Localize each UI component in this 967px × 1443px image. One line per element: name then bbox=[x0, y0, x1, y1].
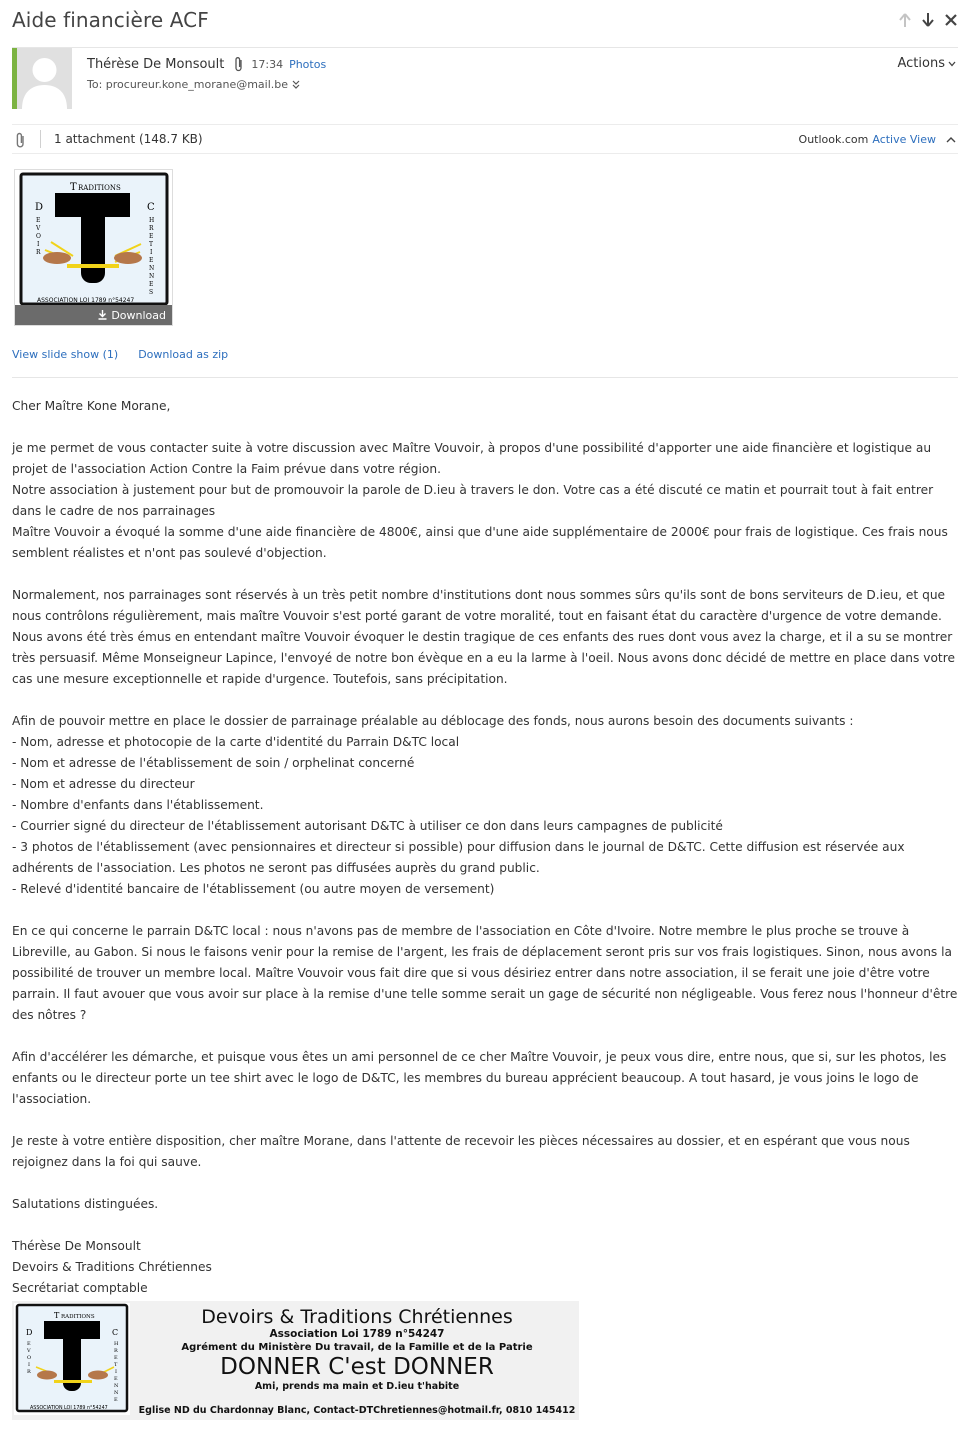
svg-text:E: E bbox=[36, 217, 41, 224]
banner-contact: Eglise ND du Chardonnay Blanc, Contact-DTChretiennes@hotmail.fr, 0810 145412 bbox=[138, 1405, 576, 1416]
svg-text:R: R bbox=[36, 249, 41, 256]
svg-text:T: T bbox=[114, 1362, 118, 1368]
arrow-down-icon[interactable] bbox=[921, 12, 935, 28]
svg-text:E: E bbox=[114, 1355, 118, 1361]
svg-text:R: R bbox=[149, 225, 154, 232]
banner-line-3: Ami, prends ma main et D.ieu t'habite bbox=[254, 1381, 460, 1392]
banner-title: Devoirs & Traditions Chrétiennes bbox=[201, 1306, 513, 1328]
sender-line bbox=[87, 56, 326, 72]
greeting: Cher Maître Kone Morane, bbox=[12, 399, 171, 413]
view-slideshow-link[interactable]: View slide show (1) bbox=[12, 348, 119, 361]
svg-text:N: N bbox=[149, 265, 155, 272]
svg-text:ASSOCIATION LOI 1789 n°54247: ASSOCIATION LOI 1789 n°54247 bbox=[37, 297, 135, 304]
svg-text:E: E bbox=[27, 1341, 31, 1347]
arrow-up-icon[interactable] bbox=[898, 12, 912, 28]
svg-text:S: S bbox=[149, 289, 154, 296]
active-view-link[interactable]: Active View bbox=[872, 133, 936, 146]
subject-bar bbox=[12, 8, 958, 48]
download-icon bbox=[98, 310, 107, 320]
message-body bbox=[12, 396, 958, 1299]
attachment-count: 1 attachment (148.7 KB) bbox=[54, 132, 203, 146]
svg-text:T: T bbox=[149, 241, 154, 248]
svg-text:R: R bbox=[27, 1369, 31, 1375]
divider bbox=[12, 377, 958, 378]
svg-text:H: H bbox=[114, 1341, 119, 1347]
message-time: 17:34 bbox=[251, 57, 284, 71]
recipient-line[interactable] bbox=[87, 78, 300, 91]
sender-name[interactable]: Thérèse De Monsoult bbox=[87, 56, 225, 72]
person-silhouette-icon bbox=[17, 48, 72, 109]
svg-text:I: I bbox=[28, 1362, 30, 1368]
download-zip-link[interactable]: Download as zip bbox=[138, 348, 229, 361]
svg-text:N: N bbox=[114, 1383, 119, 1389]
banner-line-2: Agrément du Ministère Du travail, de la Famille et de la Patrie bbox=[181, 1342, 533, 1353]
chevron-up-icon[interactable] bbox=[946, 136, 956, 143]
signature: Thérèse De Monsoult Devoirs & Traditions Chrétiennes Secrétariat comptable bbox=[12, 1239, 212, 1295]
svg-text:ASSOCIATION LOI 1789 n°54247: ASSOCIATION LOI 1789 n°54247 bbox=[30, 1406, 108, 1411]
chevron-down-icon bbox=[948, 61, 956, 67]
svg-text:D: D bbox=[26, 1328, 33, 1337]
message-nav bbox=[898, 12, 958, 28]
body-paragraph-1: je me permet de vous contacter suite à votre discussion avec Maître Vouvoir, à propos d'une possibilité d'apporter une aide financière et logistique au projet de l'association Action Contre la Faim prévue dans votre région. Notre association à justement pour but de promouvoir la parole de D.ieu à travers le don. Votre cas a été discuté ce matin et pourrait tout à fait entrer dans le cadre de nos parrainages Maître Vouvoir a évoqué la somme d'une aide financière de 4800€, ainsi que d'une aide supplémentaire de 2000€ pour frais de logistique. Ces frais nous semblent réalistes et n'ont pas soulevé d'objection. bbox=[12, 441, 948, 560]
svg-text:RADITIONS: RADITIONS bbox=[61, 1314, 95, 1320]
body-paragraph-4: En ce qui concerne le parrain D&TC local : nous n'avons pas de membre de l'association en Côte d'Ivoire. Notre membre le plus proche se trouve à Libreville, au Gabon. Si nous le faisons venir pour la remise de l'argent, les frais de déplacement seront pris sur vos frais logistiques. Sinon, nous avons la possibilité de trouver un membre local. Maître Vouvoir vous fait dire que si vous désiriez entrer dans notre association, il se ferait une joie d'être votre parrain. Il faut avouer que vous avoir sur place à la remise d'une telle somme serait un gage de sécurité non négligeable. Vous ferez nous l'honneur d'être des nôtres ? bbox=[12, 924, 958, 1022]
svg-text:N: N bbox=[149, 273, 155, 280]
svg-text:E: E bbox=[149, 281, 154, 288]
banner-text bbox=[137, 1306, 577, 1417]
dtc-logo bbox=[15, 170, 172, 308]
download-button[interactable] bbox=[15, 305, 172, 325]
paperclip-icon bbox=[15, 132, 27, 148]
message-header bbox=[12, 48, 958, 124]
banner-motto: DONNER C'est DONNER bbox=[220, 1354, 494, 1380]
actions-label: Actions bbox=[897, 56, 945, 71]
svg-text:N: N bbox=[114, 1390, 119, 1396]
chevron-down-icon[interactable] bbox=[292, 80, 300, 89]
body-paragraph-2: Normalement, nos parrainages sont réservés à un très petit nombre d'institutions dont nous sommes sûrs qu'ils sont de bons serviteurs de D.ieu, et que nous contrôlons régulièrement, mais maître Vouvoir s'est porté garant de votre moralité, tout en faisant état du caractère d'urgence de votre demande. Nous avons été très émus en entendant maître Vouvoir évoquer le destin tragique de ces enfants des rues dont vous avez la charge, et il a su se montrer très persuasif. Même Monseigneur Lapince, l'envoyé de notre bon évèque en a eu la larme à l'oeil. Nous avons donc décidé de mettre en place dans votre cas une mesure exceptionnelle et rapide d'urgence. Toutefois, sans précipitation. bbox=[12, 588, 955, 686]
body-paragraph-6: Je reste à votre entière disposition, cher maître Morane, dans l'attente de recevoir les pièces nécessaires au dossier, et en espérant que vous nous rejoignez dans la foi qui sauve. bbox=[12, 1134, 910, 1169]
email-subject: Aide financière ACF bbox=[12, 8, 209, 32]
close-icon[interactable] bbox=[944, 12, 958, 28]
svg-text:H: H bbox=[149, 217, 155, 224]
dtc-logo bbox=[14, 1303, 130, 1415]
paperclip-icon bbox=[234, 56, 244, 72]
svg-text:I: I bbox=[115, 1369, 117, 1375]
attachment-links bbox=[12, 348, 228, 361]
banner-line-1: Association Loi 1789 n°54247 bbox=[269, 1328, 445, 1340]
download-label: Download bbox=[111, 308, 166, 322]
svg-text:T: T bbox=[54, 1311, 60, 1320]
svg-text:C: C bbox=[112, 1328, 119, 1337]
body-paragraph-3: Afin de pouvoir mettre en place le dossier de parrainage préalable au déblocage des fonds, nous aurons besoin des documents suivants : - Nom, adresse et photocopie de la carte d'identité du Parrain D&TC local - Nom et adresse de l'établissement de soin / orphelinat concerné - Nom et adresse du directeur - Nombre d'enfants dans l'établissement. - Courrier signé du directeur de l'établissement autorisant D&TC à utiliser ce don dans leurs campagnes de publicité - 3 photos de l'établissement (avec pensionnaires et directeur si possible) pour diffusion dans le journal de D&TC. Cette diffusion est réservée aux adhérents de l'association. Les photos ne seront pas diffusées auprès du grand public. - Relevé d'identité bancaire de l'établissement (ou autre moyen de versement) bbox=[12, 714, 905, 896]
body-paragraph-5: Afin d'accélérer les démarche, et puisque vous êtes un ami personnel de ce cher Maître Vouvoir, je peux vous dire, entre nous, que si, sur les photos, les enfants ou le directeur porte un tee shirt avec le logo de D&TC, les membres du bureau apprécient beaucoup. A tout hasard, je vous joins le logo de l'association. bbox=[12, 1050, 947, 1106]
svg-text:I: I bbox=[37, 241, 40, 248]
svg-text:T: T bbox=[70, 182, 77, 193]
svg-text:E: E bbox=[114, 1397, 118, 1403]
svg-text:O: O bbox=[27, 1355, 32, 1361]
actions-menu[interactable] bbox=[898, 56, 957, 71]
svg-text:V: V bbox=[27, 1348, 31, 1354]
svg-text:I: I bbox=[150, 249, 153, 256]
svg-text:V: V bbox=[36, 225, 41, 232]
separator bbox=[40, 130, 41, 148]
closing: Salutations distinguées. bbox=[12, 1197, 159, 1211]
svg-text:R: R bbox=[114, 1348, 118, 1354]
svg-text:RADITIONS: RADITIONS bbox=[78, 184, 121, 192]
attachment-bar bbox=[12, 124, 958, 154]
photos-link[interactable]: Photos bbox=[289, 57, 327, 71]
active-view[interactable] bbox=[799, 133, 956, 146]
svg-text:C: C bbox=[147, 202, 155, 213]
recipient-text: To: procureur.kone_morane@mail.be bbox=[87, 78, 289, 91]
avatar[interactable] bbox=[12, 48, 72, 109]
svg-text:E: E bbox=[114, 1376, 118, 1382]
svg-text:E: E bbox=[149, 257, 154, 264]
attachment-thumbnail[interactable] bbox=[14, 169, 173, 326]
svg-text:O: O bbox=[36, 233, 41, 240]
svg-text:D: D bbox=[35, 202, 44, 213]
svg-text:E: E bbox=[149, 233, 154, 240]
active-view-prefix: Outlook.com bbox=[798, 133, 869, 146]
signature-banner bbox=[12, 1301, 579, 1420]
